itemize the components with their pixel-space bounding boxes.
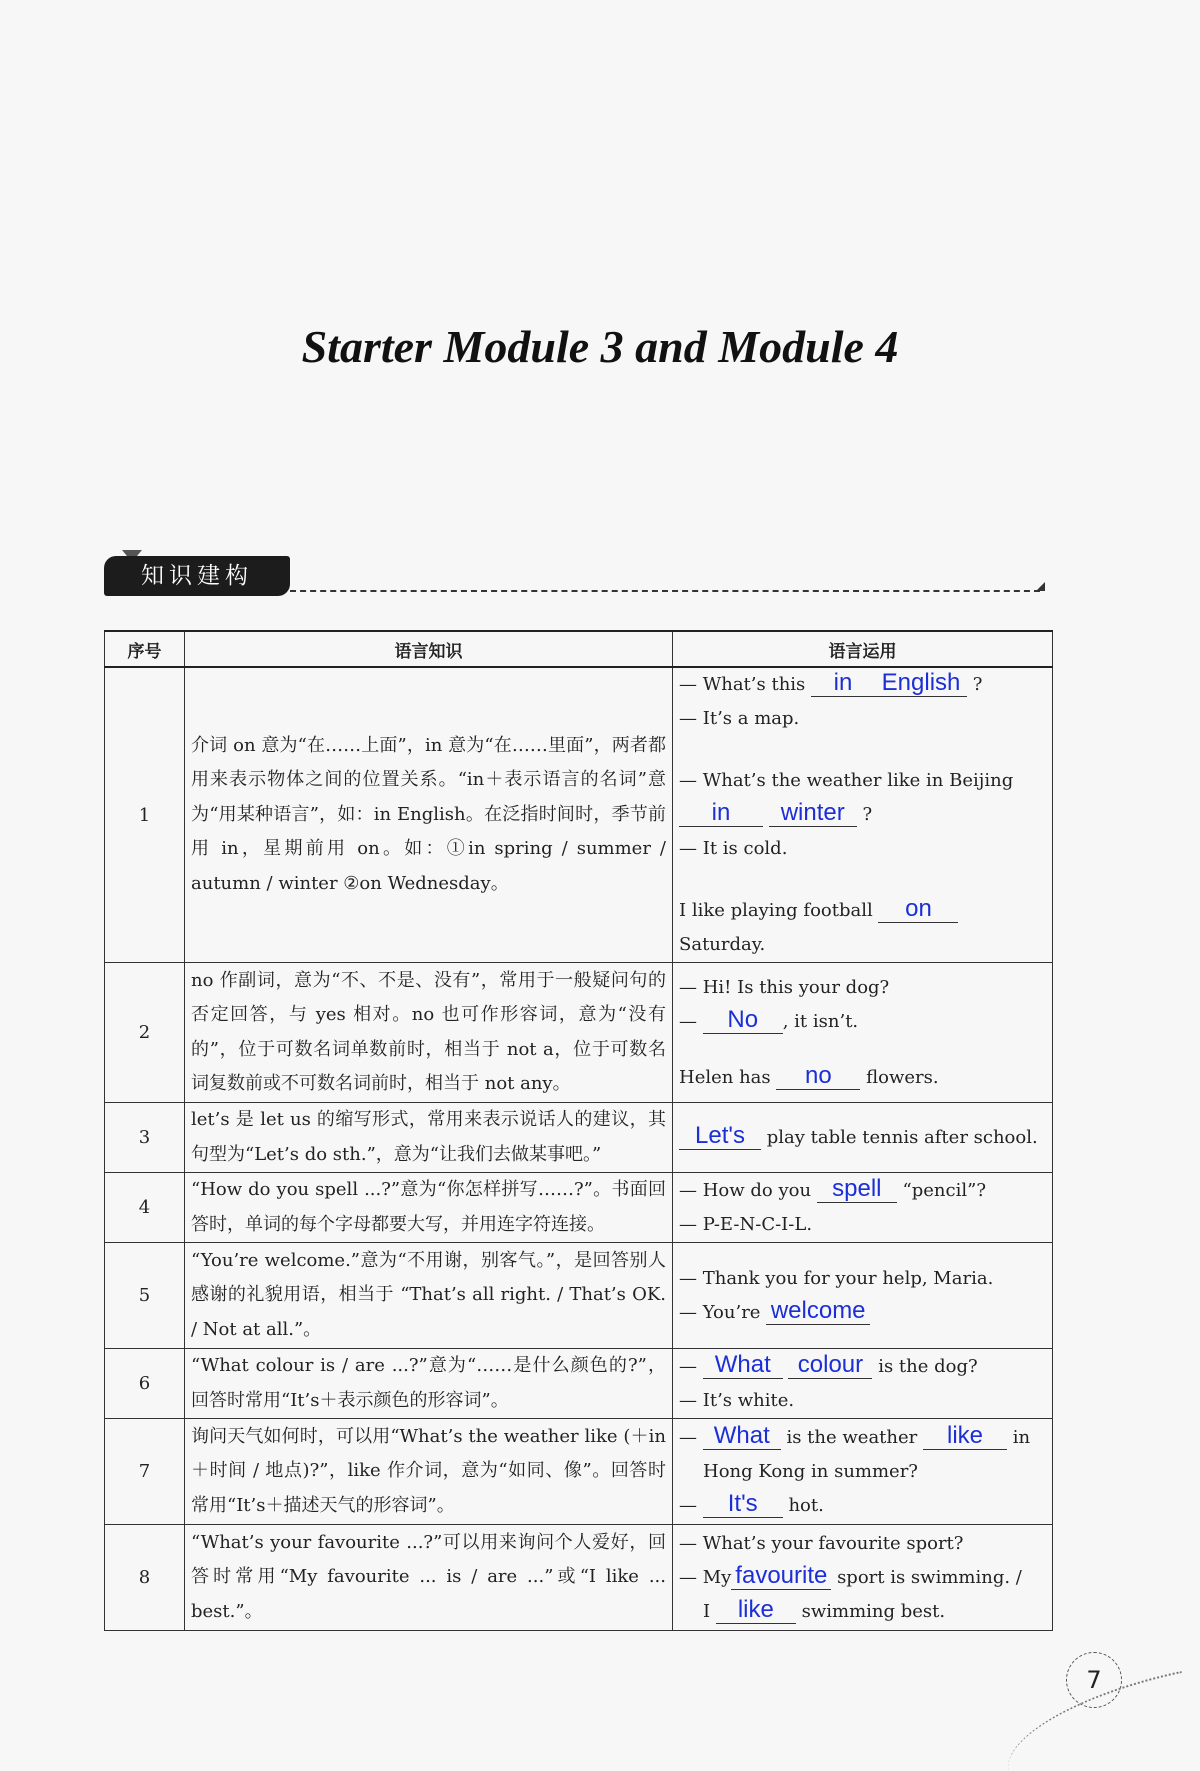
knowledge-cell: “You’re welcome.”意为“不用谢，别客气。”，是回答别人感谢的礼貌用语，相当于 “That’s all right. / That’s OK. / Not at all.”。: [185, 1243, 673, 1349]
usage-cell: [673, 1173, 1053, 1243]
answer-blank[interactable]: in: [679, 800, 763, 827]
answer-blank[interactable]: colour: [788, 1352, 872, 1379]
header-number: 序号: [105, 631, 185, 667]
usage-line: [679, 668, 1046, 702]
usage-line: [679, 1561, 1046, 1595]
spacer: [679, 1039, 1046, 1061]
table-row: [105, 1173, 1053, 1243]
usage-line: — What’s your favourite sport?: [679, 1532, 964, 1554]
answer-blank[interactable]: English: [875, 670, 967, 697]
answer-blank[interactable]: Let's: [679, 1123, 761, 1150]
answer-blank[interactable]: like: [716, 1597, 796, 1624]
spacer: [679, 866, 1046, 894]
table-row: [105, 667, 1053, 963]
knowledge-cell: 介词 on 意为“在……上面”，in 意为“在……里面”，两者都用来表示物体之间的位置关系。“in＋表示语言的名词”意为“用某种语言”，如：in English。在泛指时间时，季节前用 in，星期前用 on。如：①in spring / summer / autumn / winter ②on Wednesday。: [185, 667, 673, 963]
usage-cell: [673, 667, 1053, 963]
usage-text: I like playing football: [679, 900, 873, 921]
divider-end-mark: [1036, 582, 1045, 591]
usage-line: [679, 798, 1046, 832]
usage-cell: [673, 1349, 1053, 1419]
answer-blank[interactable]: in: [811, 670, 875, 697]
row-number: 6: [105, 1349, 185, 1419]
answer-blank[interactable]: on: [878, 896, 958, 923]
usage-text: — You’re: [679, 1301, 761, 1323]
usage-line: — It is cold.: [679, 838, 788, 859]
usage-text: sport is swimming. /: [837, 1566, 1022, 1588]
usage-text: swimming best.: [801, 1600, 946, 1622]
row-number: 2: [105, 963, 185, 1103]
section-banner: 知识建构: [104, 556, 290, 596]
knowledge-cell: no 作副词，意为“不、不是、没有”，常用于一般疑问句的否定回答，与 yes 相对。no 也可作形容词，意为“没有的”，位于可数名词单数前时，相当于 not a，位于可数名词复数前或不可数名词前时，相当于 not any。: [185, 963, 673, 1103]
row-number: 8: [105, 1525, 185, 1631]
answer-blank[interactable]: What: [703, 1423, 781, 1450]
usage-line: [679, 1061, 1046, 1095]
page-title: Starter Module 3 and Module 4: [301, 321, 899, 372]
usage-line: [679, 1121, 1046, 1155]
header-knowledge: 语言知识: [185, 631, 673, 667]
usage-text: is the dog?: [878, 1355, 978, 1377]
answer-blank[interactable]: welcome: [766, 1298, 870, 1325]
usage-text: ?: [972, 674, 983, 695]
usage-text: hot.: [788, 1494, 824, 1516]
table-row: [105, 1243, 1053, 1349]
usage-text: — My: [679, 1566, 732, 1588]
usage-text: Helen has: [679, 1066, 771, 1088]
usage-text: is the weather: [786, 1426, 918, 1448]
usage-line: [679, 1005, 1046, 1039]
usage-text: ?: [862, 804, 873, 825]
answer-blank[interactable]: like: [923, 1423, 1007, 1450]
row-number: 7: [105, 1419, 185, 1525]
answer-blank[interactable]: no: [776, 1063, 860, 1090]
usage-cell: [673, 963, 1053, 1103]
header-usage: 语言运用: [673, 631, 1053, 667]
row-number: 4: [105, 1173, 185, 1243]
usage-text: I: [703, 1600, 711, 1622]
answer-blank[interactable]: It's: [703, 1491, 783, 1518]
knowledge-cell: “What’s your favourite ...?”可以用来询问个人爱好，回答时常用“My favourite ... is / are ...”或“I like ... best.”。: [185, 1525, 673, 1631]
usage-line: — Thank you for your help, Maria.: [679, 1267, 994, 1289]
usage-text: Saturday.: [679, 934, 766, 955]
usage-text: —: [679, 1494, 697, 1516]
answer-blank[interactable]: spell: [817, 1176, 897, 1203]
usage-line: [679, 1595, 1046, 1629]
usage-text: — What’s this: [679, 674, 806, 695]
answer-blank[interactable]: winter: [769, 800, 857, 827]
table-row: [105, 1103, 1053, 1173]
usage-line: [679, 1489, 1046, 1523]
usage-line: — It’s white.: [679, 1389, 795, 1411]
usage-cell: [673, 1243, 1053, 1349]
usage-text: , it isn’t.: [782, 1010, 859, 1032]
table-header-row: [105, 631, 1053, 667]
knowledge-table: [104, 630, 1053, 1631]
usage-line: [679, 1174, 1046, 1208]
usage-cell: [673, 1103, 1053, 1173]
usage-text: flowers.: [866, 1066, 939, 1088]
table-row: [105, 963, 1053, 1103]
usage-line: — P-E-N-C-I-L.: [679, 1213, 813, 1235]
usage-text: “pencil”?: [902, 1179, 986, 1201]
row-number: 5: [105, 1243, 185, 1349]
usage-line: — What’s the weather like in Beijing: [679, 770, 1014, 791]
knowledge-cell: “How do you spell ...?”意为“你怎样拼写……?”。书面回答时，单词的每个字母都要大写，并用连字符连接。: [185, 1173, 673, 1243]
usage-line: — It’s a map.: [679, 708, 800, 729]
usage-line: — Hi! Is this your dog?: [679, 976, 890, 998]
usage-text: —: [679, 1355, 697, 1377]
usage-text: —: [679, 1426, 697, 1448]
table-row: [105, 1525, 1053, 1631]
knowledge-cell: “What colour is / are ...?”意为“……是什么颜色的?”，回答时常用“It’s＋表示颜色的形容词”。: [185, 1349, 673, 1419]
row-number: 1: [105, 667, 185, 963]
usage-line: [679, 1421, 1046, 1455]
usage-text: play table tennis after school.: [766, 1126, 1038, 1148]
usage-text: —: [679, 1010, 697, 1032]
knowledge-cell: let’s 是 let us 的缩写形式，常用来表示说话人的建议，其句型为“Let’s do sth.”，意为“让我们去做某事吧。”: [185, 1103, 673, 1173]
answer-blank[interactable]: What: [703, 1352, 783, 1379]
page-number: 7: [1066, 1652, 1122, 1708]
table-row: [105, 1349, 1053, 1419]
usage-line: Hong Kong in summer?: [703, 1460, 918, 1482]
usage-line: [679, 1350, 1046, 1384]
usage-cell: [673, 1525, 1053, 1631]
usage-line: [679, 1296, 1046, 1330]
knowledge-cell: 询问天气如何时，可以用“What’s the weather like (＋in＋时间 / 地点)?”，like 作介词，意为“如同、像”。回答时常用“It’s＋描述天气的形容词”。: [185, 1419, 673, 1525]
row-number: 3: [105, 1103, 185, 1173]
usage-text: — How do you: [679, 1179, 812, 1201]
answer-blank[interactable]: No: [703, 1007, 783, 1034]
usage-cell: [673, 1419, 1053, 1525]
answer-blank[interactable]: favourite: [731, 1563, 831, 1590]
usage-text: in: [1012, 1426, 1031, 1448]
usage-line: [679, 894, 1046, 962]
spacer: [679, 736, 1046, 764]
section-divider: [290, 590, 1040, 592]
table-row: [105, 1419, 1053, 1525]
